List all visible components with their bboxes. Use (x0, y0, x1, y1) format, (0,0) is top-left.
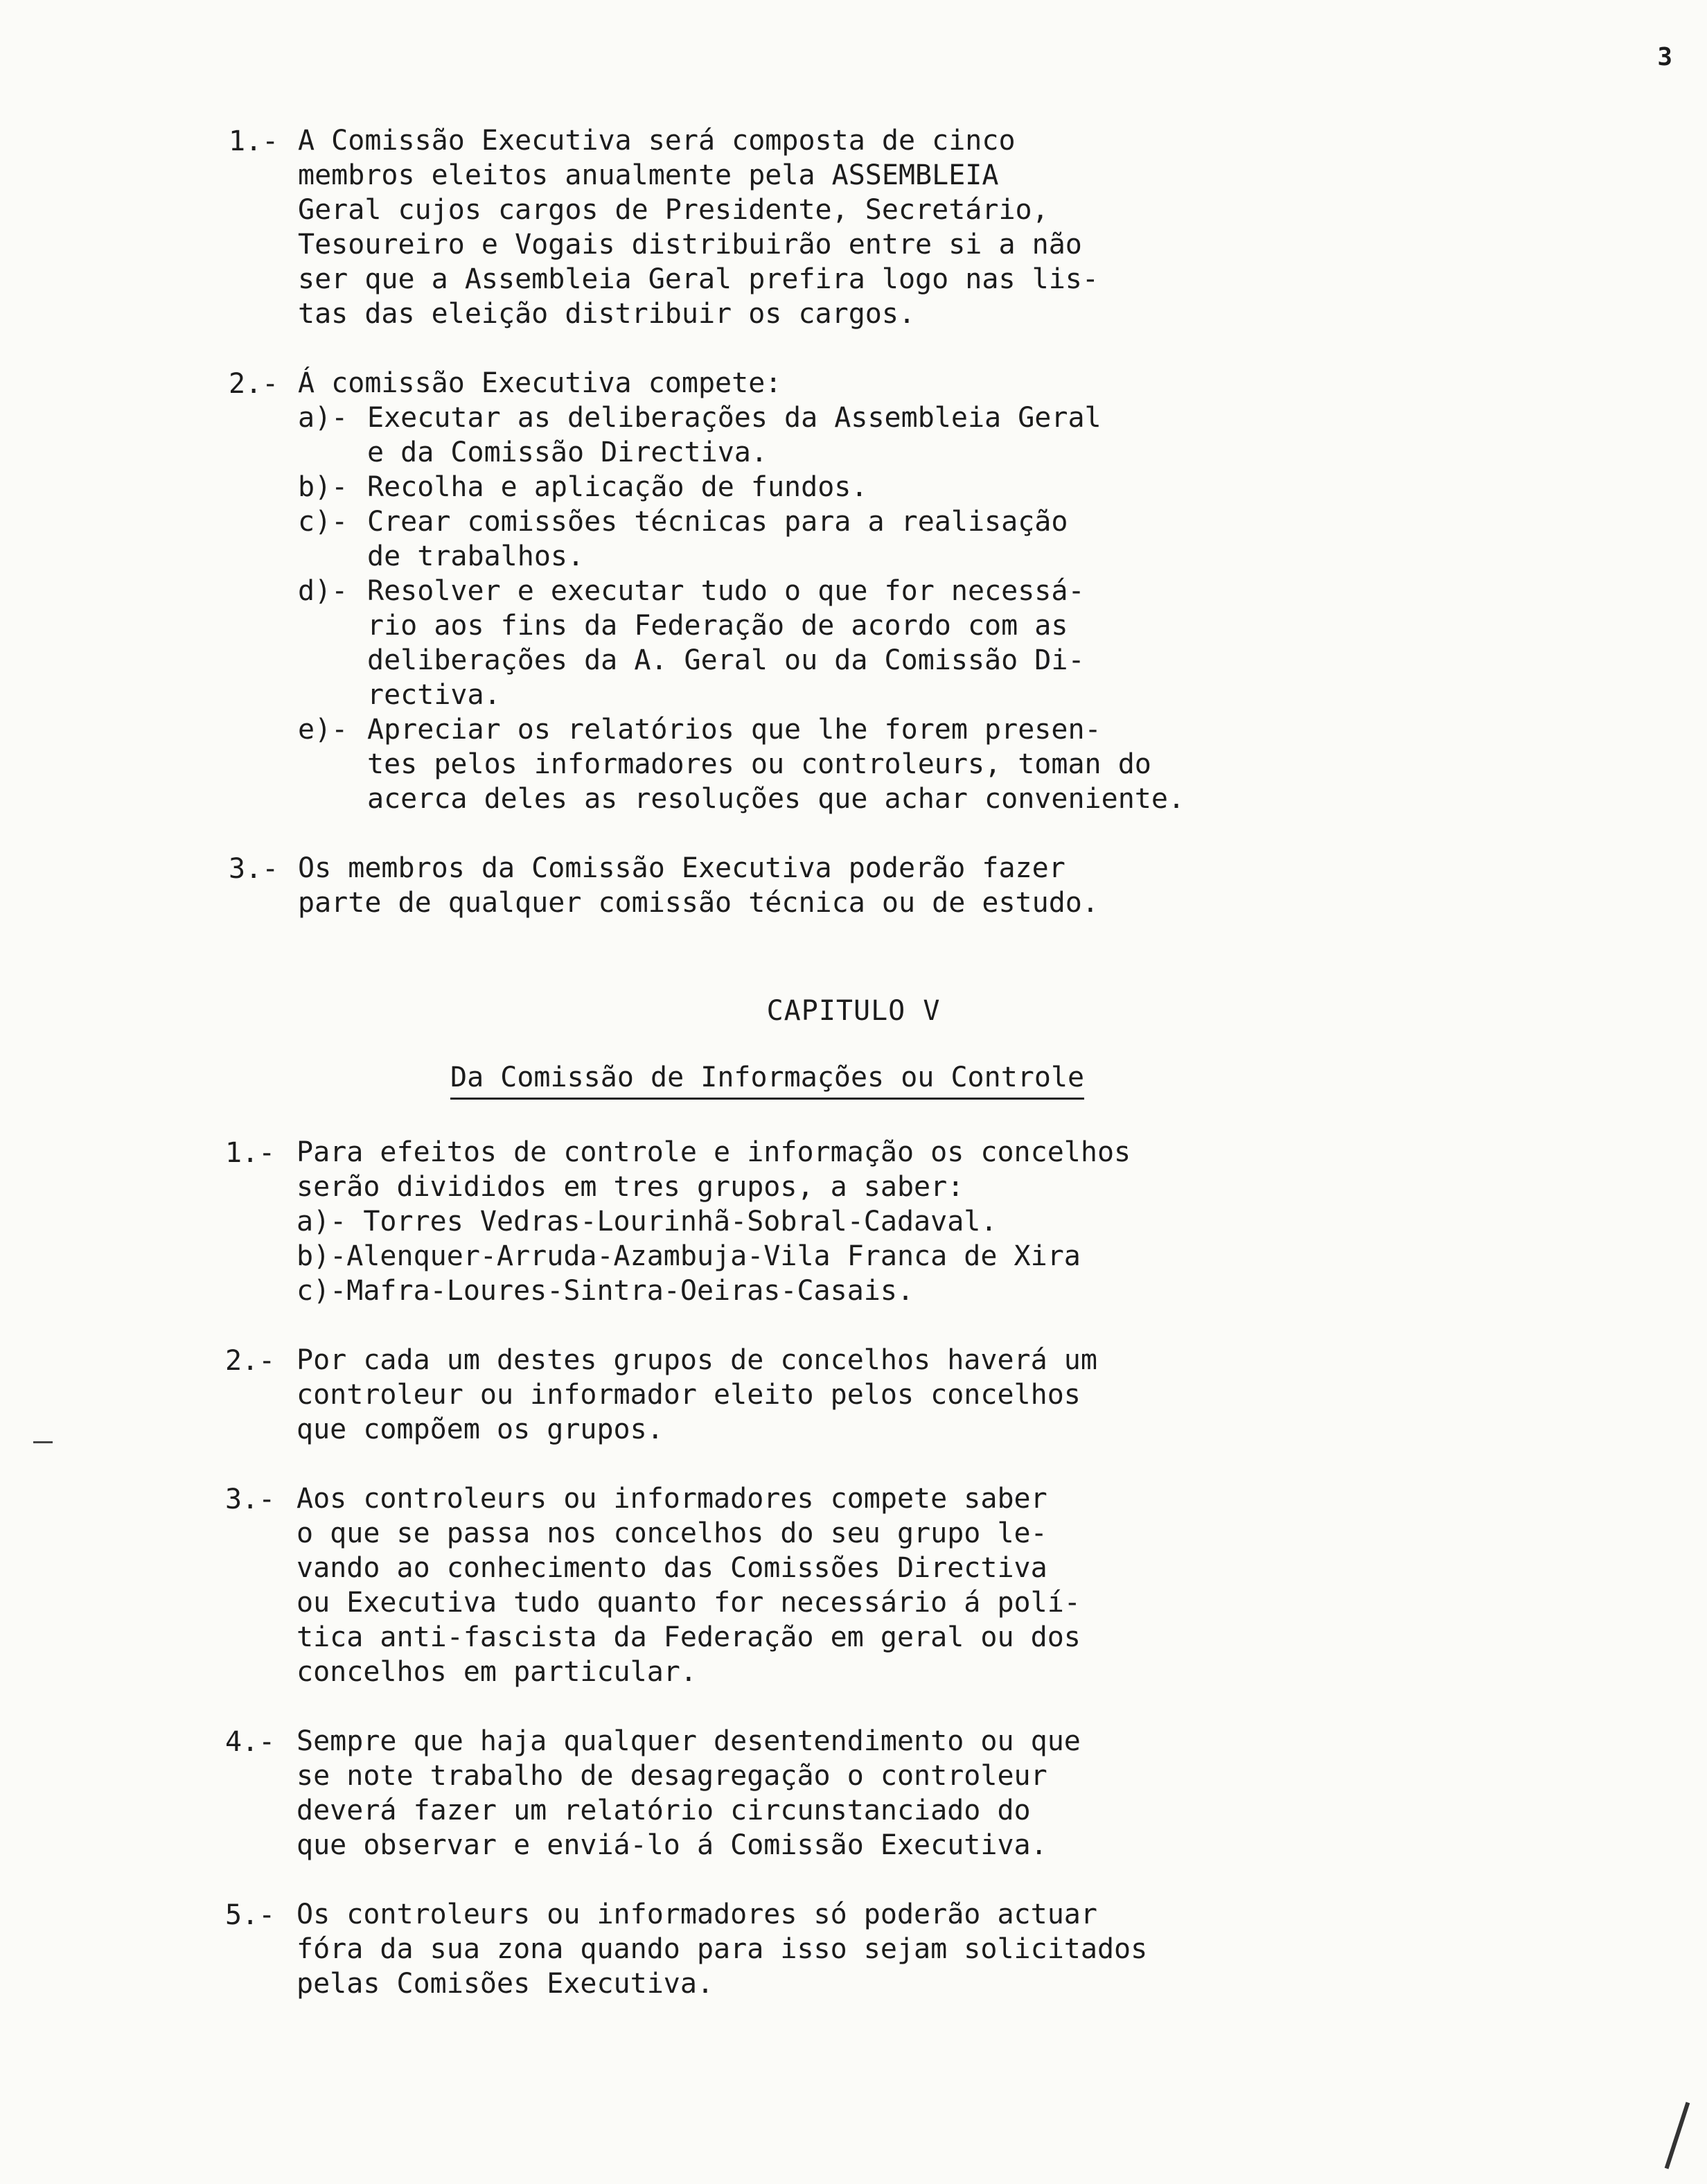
article-number: 2.- (229, 368, 279, 400)
subitem-line: Recolha e aplicação de fundos. (367, 471, 868, 503)
subitem-label: d)- (298, 575, 348, 607)
article-line: ou Executiva tudo quanto for necessário á polí- (297, 1587, 1081, 1619)
article-line: Á comissão Executiva compete: (298, 367, 782, 399)
chapter-title: CAPITULO V (766, 995, 941, 1027)
subitem-line: de trabalhos. (367, 540, 585, 572)
article-line: tica anti-fascista da Federação em geral ou dos (297, 1621, 1081, 1653)
subitem-line: Executar as deliberações da Assembleia Geral (367, 402, 1102, 434)
subitem-line: Resolver e executar tudo o que for necessá- (367, 575, 1085, 607)
article-number: 1.- (229, 125, 279, 157)
subitem-label: c)- (298, 506, 348, 538)
subitem-label: a)- (298, 402, 348, 434)
article-line: concelhos em particular. (297, 1656, 697, 1688)
subitem-line: tes pelos informadores ou controleurs, toman do (367, 748, 1151, 780)
article-line: se note trabalho de desagregação o controleur (297, 1760, 1047, 1792)
article-line: vando ao conhecimento das Comissões Directiva (297, 1552, 1047, 1584)
article-line: o que se passa nos concelhos do seu grupo le- (297, 1517, 1047, 1549)
subitem-line: acerca deles as resoluções que achar conveniente. (367, 783, 1185, 815)
pen-stroke-mark (1665, 2102, 1690, 2169)
article-line: que observar e enviá-lo á Comissão Executiva. (297, 1829, 1047, 1861)
article-number: 5.- (225, 1899, 276, 1931)
article-line: Tesoureiro e Vogais distribuirão entre si a não (298, 229, 1082, 261)
subitem-line: deliberações da A. Geral ou da Comissão Di- (367, 644, 1085, 676)
article-line: membros eleitos anualmente pela ASSEMBLEIA (298, 159, 999, 191)
article-number: 2.- (225, 1345, 276, 1377)
article-line: ser que a Assembleia Geral prefira logo nas lis- (298, 263, 1099, 295)
article-number: 3.- (229, 853, 279, 885)
subitem-line: Apreciar os relatórios que lhe forem presen- (367, 714, 1102, 746)
page-number: 3 (1657, 43, 1672, 71)
article-line: Os controleurs ou informadores só poderão actuar (297, 1899, 1097, 1930)
article-line: Para efeitos de controle e informação os concelhos (297, 1136, 1131, 1168)
article-line: serão divididos em tres grupos, a saber: (297, 1171, 964, 1203)
article-number: 1.- (225, 1137, 276, 1169)
article-line: Aos controleurs ou informadores compete saber (297, 1483, 1047, 1515)
article-line: pelas Comisões Executiva. (297, 1968, 714, 2000)
chapter-subtitle: Da Comissão de Informações ou Controle (450, 1062, 1084, 1100)
article-line: que compõem os grupos. (297, 1414, 664, 1445)
article-line: a)- Torres Vedras-Lourinhã-Sobral-Cadaval. (297, 1206, 998, 1238)
article-line: A Comissão Executiva será composta de cinco (298, 125, 1016, 157)
margin-mark (33, 1441, 53, 1443)
article-line: Geral cujos cargos de Presidente, Secretário, (298, 194, 1049, 226)
subitem-line: rectiva. (367, 679, 501, 711)
article-line: controleur ou informador eleito pelos concelhos (297, 1379, 1081, 1411)
subitem-label: b)- (298, 471, 348, 503)
article-line: tas das eleição distribuir os cargos. (298, 298, 916, 330)
article-line: fóra da sua zona quando para isso sejam solicitados (297, 1933, 1148, 1965)
subitem-label: e)- (298, 714, 348, 746)
article-number: 4.- (225, 1726, 276, 1758)
article-line: Sempre que haja qualquer desentendimento ou que (297, 1725, 1081, 1757)
article-line: b)-Alenquer-Arruda-Azambuja-Vila Franca de Xira (297, 1240, 1081, 1272)
article-number: 3.- (225, 1483, 276, 1515)
article-line: deverá fazer um relatório circunstanciado do (297, 1795, 1031, 1826)
article-line: parte de qualquer comissão técnica ou de estudo. (298, 887, 1099, 919)
article-line: Os membros da Comissão Executiva poderão fazer (298, 852, 1065, 884)
subitem-line: Crear comissões técnicas para a realisação (367, 506, 1068, 538)
subitem-line: rio aos fins da Federação de acordo com as (367, 610, 1068, 642)
article-line: Por cada um destes grupos de concelhos haverá um (297, 1344, 1097, 1376)
subitem-line: e da Comissão Directiva. (367, 437, 768, 468)
article-line: c)-Mafra-Loures-Sintra-Oeiras-Casais. (297, 1275, 914, 1307)
